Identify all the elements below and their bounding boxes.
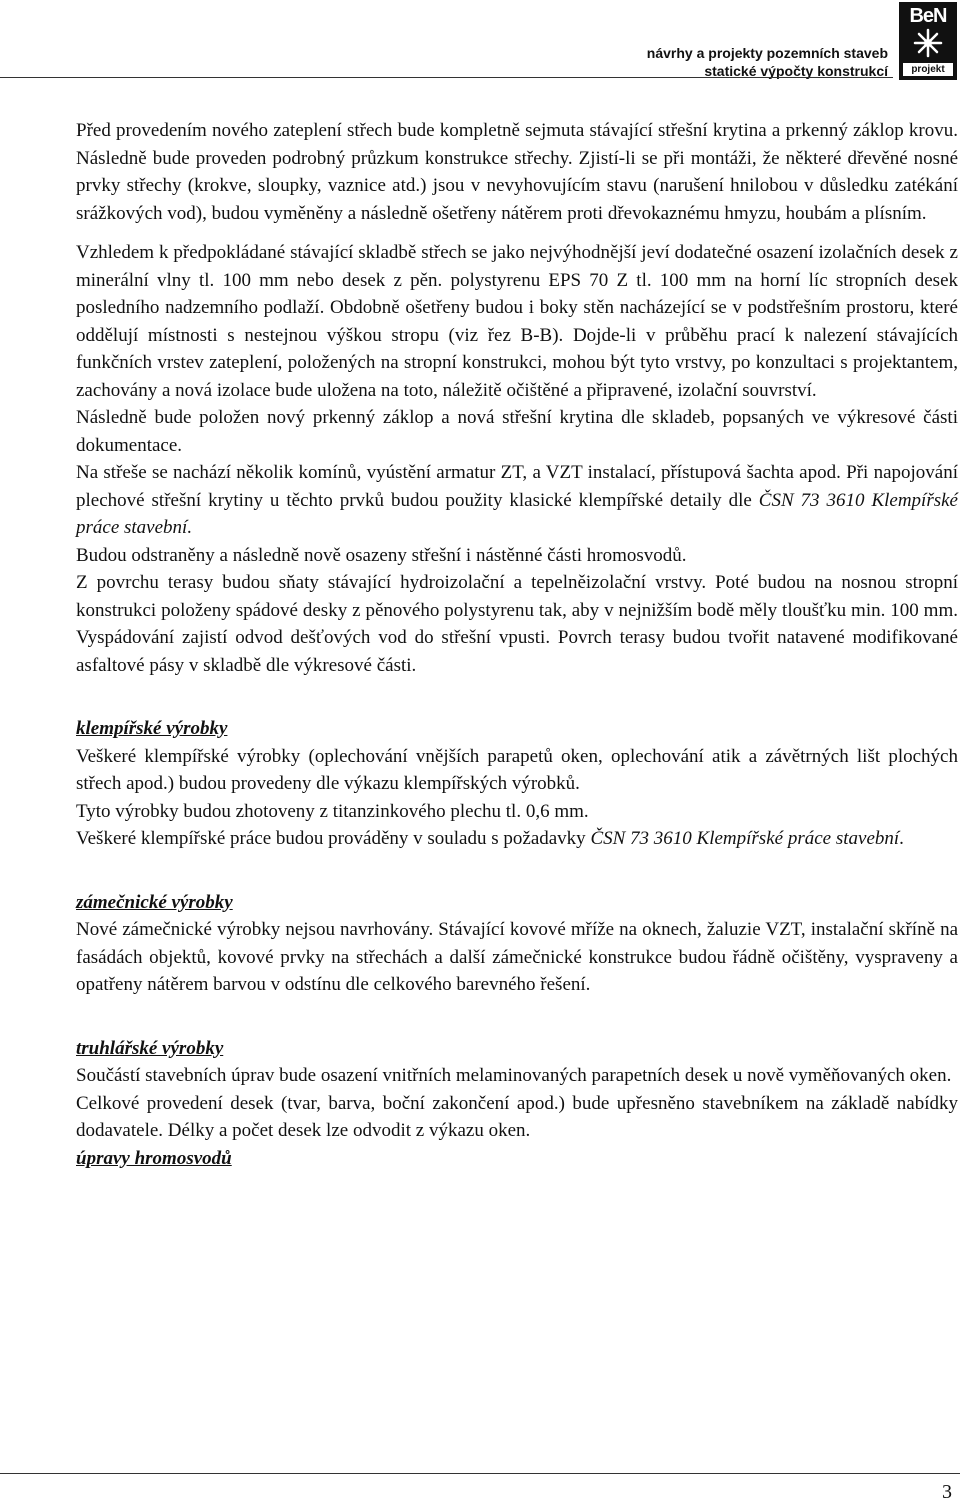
section-heading-klempirske: klempířské výrobky [76,718,228,739]
section-heading-zamecnicke: zámečnické výrobky [76,891,233,913]
paragraph-insulation: Vzhledem k předpokládané stávající skladbě střech se jako nejvýhodnější jeví dodatečné osazení izolačních desek z minerální vlny tl. 100 mm nebo desek z pěn. polystyrenu EPS 70 Z tl. 100 mm na horní líc stropních desek posledního nadzemního podlaží. Obdobně ošetřeny budou i boky stěn nacházející se v podstřešním prostoru, které oddělují místnosti s nestejnou výškou stropu (viz řez B-B). Dojde-li v průběhu prací k nalezení stávajících funkčních vrstev zateplení, položených na stropní konstrukci, mohou být tyto vrstvy, po konzultaci s projektantem, zachovány a nová izolace bude uložena na toto, náležitě očištěné a připravené, izolační souvrství. [76,242,958,401]
logo-text: BeN [909,5,947,27]
paragraph-klempirske-3 [76,825,958,853]
paragraph-zamecnicke-1: Nové zámečnické výrobky nejsou navrhovány. Stávající kovové mříže na oknech, žaluzie VZT, instalační skříně na fasádách objektů, kovové prvky na střechách a další zámečnické konstrukce budou řádně očištěny, vyspraveny a opatřeny nátěrem barvou v odstínu dle celkového barevného řešení. [76,919,958,995]
paragraph-chimneys [76,459,958,542]
company-logo [899,2,957,80]
paragraph-klempirske-2: Tyto výrobky budou zhotoveny z titanzinkového plechu tl. 0,6 mm. [76,800,589,822]
paragraph-klempirske-1: Veškeré klempířské výrobky (oplechování vnějších parapetů oken, oplechování atik a závětrných lišt plochých střech apod.) budou provedeny dle výkazu klempířských výrobků. [76,745,958,794]
paragraph-klempirske-3-end: . [899,828,904,849]
paragraph-chimneys-text: Na střeše se nachází několik komínů, vyústění armatur ZT, a VZT instalací, přístupová šachta apod. Při napojování plechové střešní krytiny u těchto prvků budou použity klasické klempířské detaily dle [76,462,958,511]
header-company-text [560,44,888,80]
page-number: 3 [942,1481,952,1503]
section-heading-truhlarske: truhlářské výrobky [76,1037,224,1059]
paragraph-lightning-rods: Budou odstraněny a následně nově osazeny střešní i nástěnné části hromosvodů. [76,544,687,566]
paragraph-terrace: Z povrchu terasy budou sňaty stávající hydroizolační a tepelněizolační vrstvy. Poté budou na nosnou stropní konstrukci položeny spádové desky z pěnového polystyrenu tak, aby v nejnižším bodě měly tloušťku min. 100 mm. Vyspádování zajistí odvod dešťových vod do střešní vpusti. Povrch terasy budou tvořit natavené modifikované asfaltové pásy v skladbě dle výkresové části. [76,572,958,676]
section-heading-hromosvody: úpravy hromosvodů [76,1147,232,1169]
logo-subtext: projekt [903,63,953,76]
paragraph-truhlarske-2: Celkové provedení desek (tvar, barva, boční zakončení apod.) bude upřesněno stavebníkem na základě nabídky dodavatele. Délky a počet desek lze odvodit z výkazu oken. [76,1092,958,1141]
star-icon [913,28,943,58]
paragraph-truhlarske-1: Součástí stavebních úprav bude osazení vnitřních melaminovaných parapetních desek u nově vyměňovaných oken. [76,1065,952,1086]
header-line-2: statické výpočty konstrukcí [704,63,888,79]
paragraph-new-boarding: Následně bude položen nový prkenný záklop a nová střešní krytina dle skladeb, popsaných ve výkresové části dokumentace. [76,407,958,456]
paragraph-roof-removal: Před provedením nového zateplení střech bude kompletně sejmuta stávající střešní krytina a prkenný záklop krovu. Následně bude proveden podrobný průzkum konstrukce střechy. Zjistí-li se při montáži, že některé dřevěné nosné prvky střechy (krokve, sloupky, vaznice atd.) jsou v nevyhovujícím stavu (narušení hnilobou v důsledku zatékání srážkových vod), budou vyměněny a následně ošetřeny nátěrem proti dřevokaznému hmyzu, houbám a plísním. [76,120,958,224]
document-body [76,117,958,1172]
header-line-1: návrhy a projekty pozemních staveb [646,45,888,61]
footer-divider [0,1473,960,1474]
standard-reference: ČSN 73 3610 Klempířské práce stavební. [76,489,958,538]
header-divider [0,77,893,78]
standard-reference-2: ČSN 73 3610 Klempířské práce stavební [590,828,900,849]
paragraph-klempirske-3-text: Veškeré klempířské práce budou prováděny v souladu s požadavky [76,828,591,849]
